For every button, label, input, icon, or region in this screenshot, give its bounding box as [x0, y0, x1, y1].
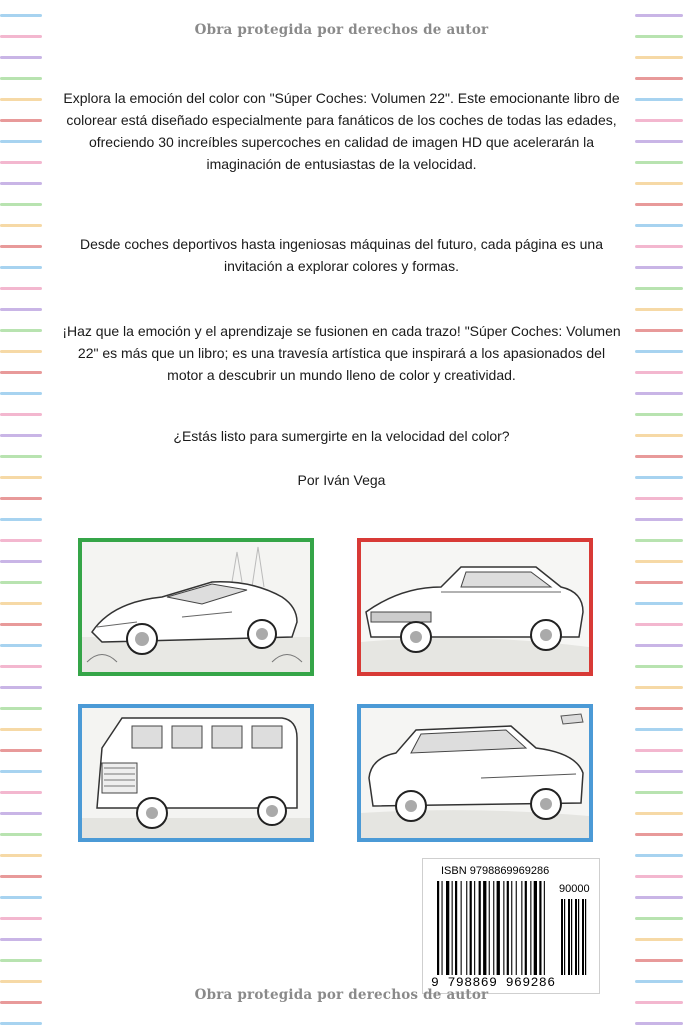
ruled-line	[635, 602, 683, 605]
price-barcode-bar	[582, 899, 584, 975]
ruled-line	[0, 581, 42, 584]
ruled-line	[0, 770, 42, 773]
vintage-van-illustration	[82, 708, 310, 838]
ruled-line	[0, 833, 42, 836]
ruled-line	[635, 413, 683, 416]
ruled-line	[635, 497, 683, 500]
ruled-line	[0, 938, 42, 941]
barcode-digits: 9 798869 969286	[431, 975, 556, 990]
ruled-line	[635, 350, 683, 353]
ruled-line	[635, 182, 683, 185]
ruled-line	[0, 329, 42, 332]
ruled-line	[635, 56, 683, 59]
barcode-bars	[437, 881, 587, 975]
ruled-line	[0, 224, 42, 227]
ruled-line	[635, 266, 683, 269]
ruled-line	[635, 917, 683, 920]
ruled-line	[0, 497, 42, 500]
barcode-bar	[446, 881, 449, 975]
thumbnail-supercar	[78, 538, 314, 676]
description-paragraph-1: Explora la emoción del color con "Súper Coches: Volumen 22". Este emocionante libro de colorear está diseñado especialmente para fanáticos de los coches de todas las edades, ofreciendo 30 increíbles supercoches en calidad de imagen HD que acelerarán la imaginación de entusiastas de la velocidad.	[63, 90, 620, 172]
ruled-line	[635, 980, 683, 983]
ruled-line	[0, 560, 42, 563]
ruled-line	[0, 539, 42, 542]
ruled-line	[0, 749, 42, 752]
isbn-label: ISBN 9798869969286	[441, 865, 550, 877]
price-barcode-bar	[585, 899, 586, 975]
thumbnail-classic-sedan	[357, 704, 593, 842]
ruled-line	[635, 119, 683, 122]
ruled-line	[0, 392, 42, 395]
copyright-watermark-bottom: Obra protegida por derechos de autor	[194, 987, 489, 1003]
barcode-bar	[516, 881, 517, 975]
classic-sedan-illustration	[361, 708, 589, 838]
ruled-line	[0, 245, 42, 248]
ruled-line	[0, 140, 42, 143]
ruled-line	[0, 413, 42, 416]
barcode-bar	[437, 881, 439, 975]
ruled-line	[635, 308, 683, 311]
ruled-line	[0, 476, 42, 479]
ruled-line	[635, 245, 683, 248]
thumbnail-muscle-car	[357, 538, 593, 676]
author-credit: Por Iván Vega	[297, 472, 386, 488]
barcode-bar	[483, 881, 486, 975]
price-barcode-bar	[564, 899, 565, 975]
ruled-line	[635, 791, 683, 794]
barcode-bar	[470, 881, 472, 975]
ruled-line	[0, 434, 42, 437]
ruled-line	[0, 854, 42, 857]
barcode-bar	[534, 881, 537, 975]
ruled-line	[635, 707, 683, 710]
ruled-line	[0, 665, 42, 668]
barcode-bar	[474, 881, 475, 975]
barcode-bar	[544, 881, 545, 975]
ruled-line	[0, 812, 42, 815]
ruled-line	[635, 161, 683, 164]
barcode-bar	[452, 881, 453, 975]
ruled-line	[0, 686, 42, 689]
ruled-line	[635, 644, 683, 647]
barcode-bar	[507, 881, 509, 975]
ruled-line	[0, 56, 42, 59]
isbn-barcode	[422, 858, 600, 994]
thumbnail-vintage-van	[78, 704, 314, 842]
ruled-line	[635, 665, 683, 668]
price-barcode-bar	[571, 899, 572, 975]
ruled-line	[635, 14, 683, 17]
barcode-bar	[539, 881, 541, 975]
barcode-bar	[525, 881, 527, 975]
muscle-car-illustration	[361, 542, 589, 672]
ruled-line	[635, 938, 683, 941]
ruled-line	[635, 434, 683, 437]
ruled-line	[635, 77, 683, 80]
ruled-line	[0, 518, 42, 521]
ruled-line	[635, 749, 683, 752]
barcode-bar	[489, 881, 490, 975]
price-barcode-bar	[575, 899, 577, 975]
ruled-line	[0, 203, 42, 206]
ruled-line	[0, 959, 42, 962]
copyright-watermark-top: Obra protegida por derechos de autor	[194, 22, 489, 38]
description-paragraph-3: ¡Haz que la emoción y el aprendizaje se fusionen en cada trazo! "Súper Coches: Volumen 22" es más que un libro; es una travesía artística que inspirará a los apasionados del motor a descubrir un mundo lleno de color y creatividad.	[62, 323, 621, 383]
ruled-line	[635, 770, 683, 773]
ruled-line	[0, 14, 42, 17]
ruled-line	[635, 140, 683, 143]
ruled-line	[635, 581, 683, 584]
barcode-bar	[479, 881, 481, 975]
ruled-line	[635, 896, 683, 899]
ruled-line	[0, 119, 42, 122]
ruled-line	[635, 329, 683, 332]
price-barcode-bar	[568, 899, 570, 975]
ruled-line	[0, 455, 42, 458]
ruled-line	[0, 623, 42, 626]
ruled-line	[635, 98, 683, 101]
ruled-line	[0, 728, 42, 731]
ruled-line	[0, 980, 42, 983]
ruled-line	[635, 959, 683, 962]
description-question: ¿Estás listo para sumergirte en la velocidad del color?	[173, 428, 510, 444]
price-barcode-bar	[561, 899, 563, 975]
ruled-line	[635, 686, 683, 689]
ruled-line	[0, 77, 42, 80]
ruled-line	[635, 833, 683, 836]
ruled-line	[635, 728, 683, 731]
ruled-line	[0, 98, 42, 101]
ruled-line	[0, 350, 42, 353]
supercar-illustration	[82, 542, 310, 672]
ruled-line	[635, 623, 683, 626]
ruled-line	[635, 371, 683, 374]
ruled-line	[0, 266, 42, 269]
ruled-line	[0, 308, 42, 311]
ruled-line	[635, 203, 683, 206]
ruled-line	[0, 371, 42, 374]
ruled-line	[635, 560, 683, 563]
ruled-line	[635, 224, 683, 227]
ruled-line	[0, 287, 42, 290]
barcode-bar	[511, 881, 512, 975]
barcode-bar	[497, 881, 500, 975]
ruled-line	[0, 791, 42, 794]
ruled-line	[0, 875, 42, 878]
ruled-line	[0, 896, 42, 899]
ruled-line	[0, 602, 42, 605]
barcode-bar	[466, 881, 467, 975]
price-barcode-bar	[578, 899, 579, 975]
ruled-line	[0, 644, 42, 647]
description-paragraph-2: Desde coches deportivos hasta ingeniosas máquinas del futuro, cada página es una invitación a explorar colores y formas.	[79, 236, 603, 274]
ruled-line	[635, 875, 683, 878]
ruled-line	[635, 287, 683, 290]
ruled-line	[0, 707, 42, 710]
barcode-bar	[521, 881, 522, 975]
ruled-line	[635, 812, 683, 815]
ruled-line	[635, 854, 683, 857]
ruled-line	[635, 518, 683, 521]
barcode-bar	[503, 881, 504, 975]
barcode-bar	[530, 881, 531, 975]
ruled-line	[635, 455, 683, 458]
ruled-line	[635, 539, 683, 542]
ruled-line	[0, 182, 42, 185]
ruled-line	[0, 917, 42, 920]
ruled-line	[635, 392, 683, 395]
barcode-bar	[493, 881, 494, 975]
barcode-bar	[455, 881, 457, 975]
ruled-line	[0, 161, 42, 164]
barcode-bar	[442, 881, 443, 975]
barcode-bar	[461, 881, 462, 975]
ruled-line	[635, 476, 683, 479]
price-code: 90000	[559, 883, 590, 895]
